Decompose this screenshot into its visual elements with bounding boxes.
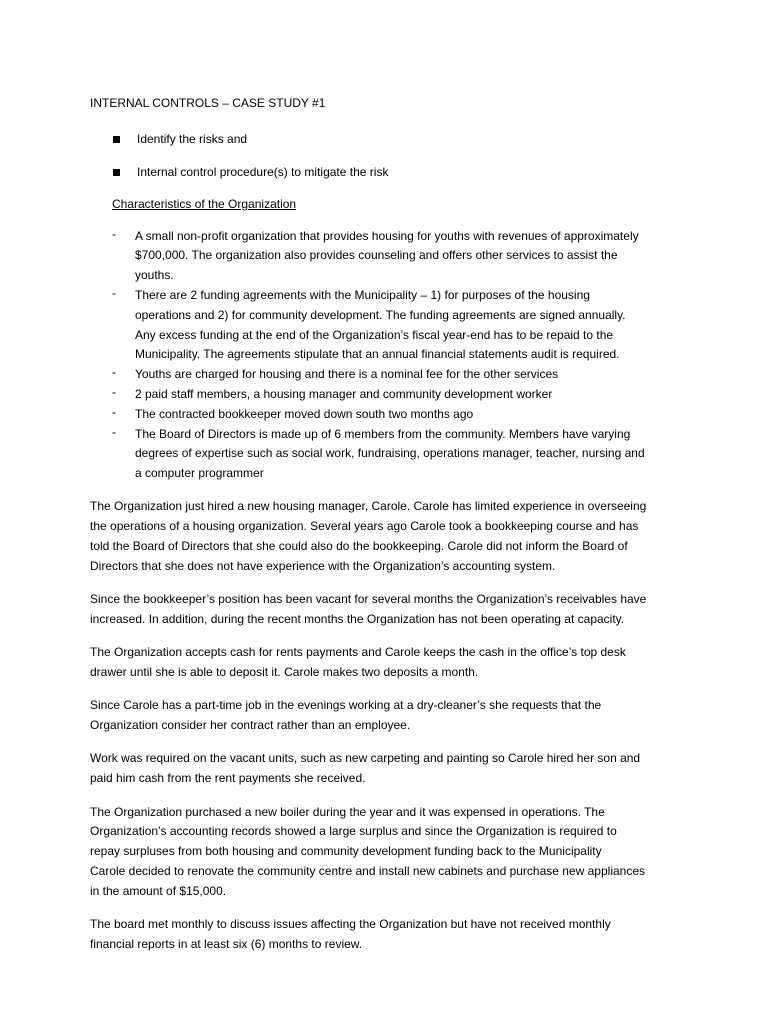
characteristics-heading: Characteristics of the Organization bbox=[112, 196, 297, 211]
characteristic-item bbox=[90, 405, 690, 425]
characteristics-list bbox=[90, 227, 690, 484]
characteristic-line: a computer programmer bbox=[135, 466, 264, 481]
characteristic-line: 2 paid staff members, a housing manager and community development worker bbox=[135, 386, 553, 401]
paragraph-line: paid him cash from the rent payments she received. bbox=[90, 771, 366, 786]
paragraph bbox=[90, 590, 690, 630]
objectives-list bbox=[90, 130, 690, 182]
characteristic-line: The contracted bookkeeper moved down south two months ago bbox=[135, 406, 474, 421]
paragraph-line: The Organization purchased a new boiler during the year and it was expensed in operations. The bbox=[90, 804, 605, 819]
dash-bullet-icon: - bbox=[112, 384, 116, 399]
paragraph bbox=[90, 497, 690, 576]
paragraph-line: drawer until she is able to deposit it. Carole makes two deposits a month. bbox=[90, 665, 479, 680]
objective-item bbox=[90, 163, 690, 182]
characteristic-line: youths. bbox=[135, 268, 174, 283]
characteristic-item bbox=[90, 227, 690, 286]
paragraph-line: The Organization accepts cash for rents payments and Carole keeps the cash in the office’s top desk bbox=[90, 645, 626, 660]
characteristic-line: operations and 2) for community development. The funding agreements are signed annually. bbox=[135, 307, 626, 322]
document-page bbox=[90, 94, 690, 955]
paragraph-line: Organization’s accounting records showed a large surplus and since the Organization is required to bbox=[90, 824, 617, 839]
objective-text: Internal control procedure(s) to mitigate the risk bbox=[137, 165, 389, 180]
characteristic-line: Municipality. The agreements stipulate that an annual financial statements audit is required. bbox=[135, 347, 620, 362]
paragraph-line: Work was required on the vacant units, such as new carpeting and painting so Carole hired her son and bbox=[90, 751, 641, 766]
paragraph bbox=[90, 749, 690, 789]
characteristic-line: degrees of expertise such as social work, fundraising, operations manager, teacher, nursing and bbox=[135, 446, 645, 461]
paragraph-line: Organization consider her contract rather than an employee. bbox=[90, 718, 411, 733]
paragraph-line: financial reports in at least six (6) months to review. bbox=[90, 936, 363, 951]
square-bullet-icon bbox=[113, 169, 120, 176]
paragraph bbox=[90, 915, 690, 955]
paragraph-line: The board met monthly to discuss issues affecting the Organization but have not received monthly bbox=[90, 917, 611, 931]
characteristic-item bbox=[90, 425, 690, 484]
dash-bullet-icon: - bbox=[112, 285, 116, 300]
paragraph-line: repay surpluses from both housing and community development funding back to the Municipality bbox=[90, 844, 602, 859]
characteristic-item bbox=[90, 385, 690, 405]
paragraph bbox=[90, 803, 690, 902]
characteristic-item bbox=[90, 365, 690, 385]
objective-text: Identify the risks and bbox=[137, 132, 248, 147]
characteristic-item bbox=[90, 286, 690, 365]
paragraph bbox=[90, 643, 690, 683]
paragraph bbox=[90, 696, 690, 736]
characteristic-line: $700,000. The organization also provides counseling and offers other services to assist the bbox=[135, 248, 618, 263]
dash-bullet-icon: - bbox=[112, 226, 116, 241]
paragraph-line: Since Carole has a part-time job in the evenings working at a dry-cleaner’s she requests that the bbox=[90, 698, 602, 713]
paragraph-line: in the amount of $15,000. bbox=[90, 883, 227, 898]
paragraph-line: told the Board of Directors that she could also do the bookkeeping. Carole did not inform the Board of bbox=[90, 539, 628, 554]
characteristic-line: The Board of Directors is made up of 6 members from the community. Members have varying bbox=[135, 426, 631, 441]
dash-bullet-icon: - bbox=[112, 365, 116, 380]
paragraph-line: increased. In addition, during the recent months the Organization has not been operating at capacity. bbox=[90, 611, 625, 626]
dash-bullet-icon: - bbox=[112, 404, 116, 419]
paragraph-line: the operations of a housing organization. Several years ago Carole took a bookkeeping course and has bbox=[90, 519, 639, 534]
characteristic-line: There are 2 funding agreements with the Municipality – 1) for purposes of the housing bbox=[135, 287, 590, 302]
paragraph-line: The Organization just hired a new housing manager, Carole. Carole has limited experience in overseeing bbox=[90, 499, 647, 514]
paragraph-line: Directors that she does not have experience with the Organization’s accounting system. bbox=[90, 558, 556, 573]
objective-item bbox=[90, 130, 690, 149]
characteristic-line: A small non-profit organization that provides housing for youths with revenues of approximately bbox=[135, 228, 639, 243]
paragraph-line: Carole decided to renovate the community centre and install new cabinets and purchase new appliances bbox=[90, 863, 645, 878]
paragraph-line: Since the bookkeeper’s position has been vacant for several months the Organization’s receivables have bbox=[90, 592, 647, 607]
dash-bullet-icon: - bbox=[112, 424, 116, 439]
characteristic-line: Any excess funding at the end of the Organization’s fiscal year-end has to be repaid to the bbox=[135, 327, 614, 342]
document-title: INTERNAL CONTROLS – CASE STUDY #1 bbox=[90, 96, 326, 110]
square-bullet-icon bbox=[113, 136, 120, 143]
characteristic-line: Youths are charged for housing and there is a nominal fee for the other services bbox=[135, 367, 559, 382]
